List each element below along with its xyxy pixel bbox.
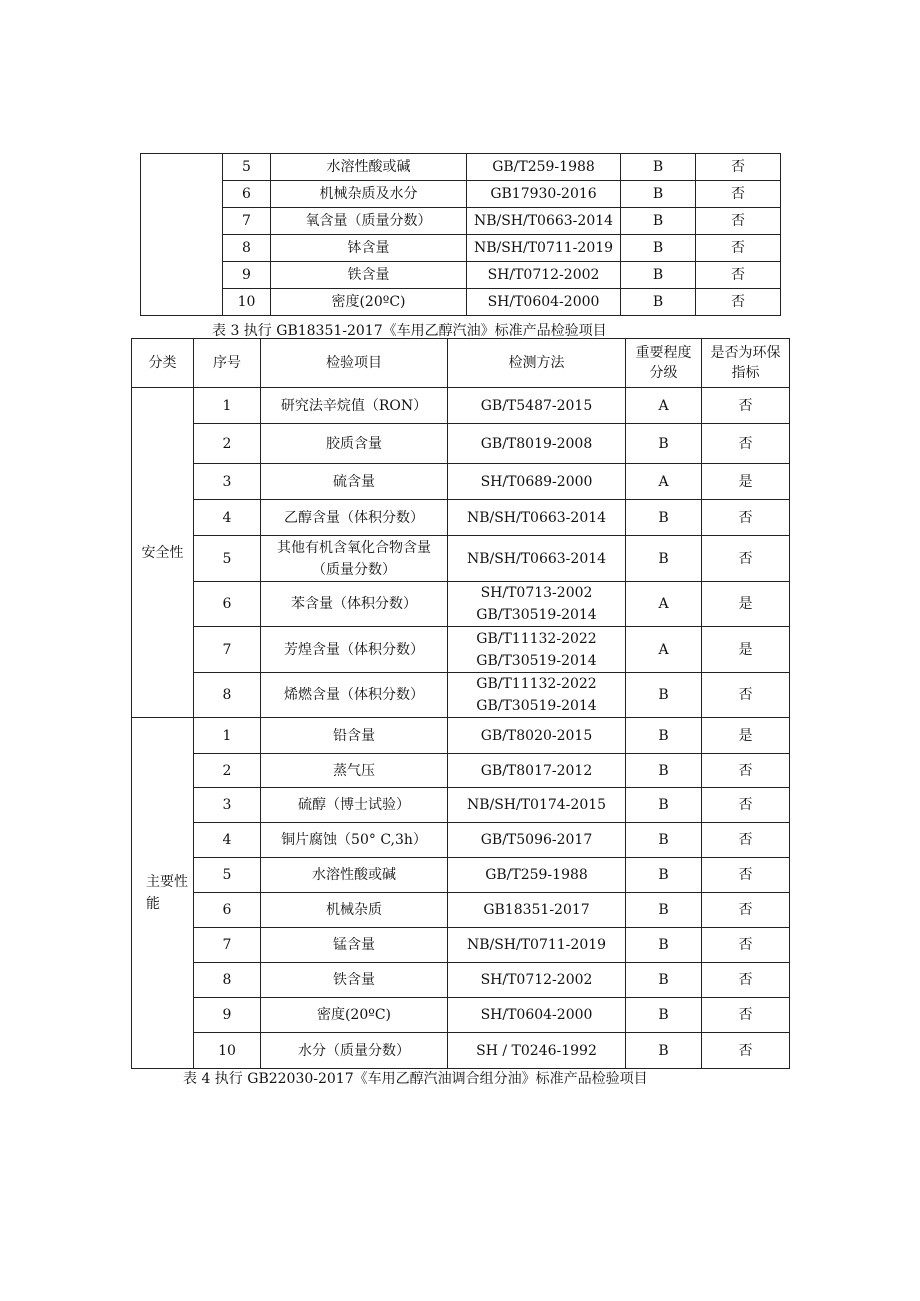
table-row: 8 烯燃含量（体积分数） GB/T11132-2022 GB/T30519-2014 B 否 [132,673,790,718]
table4-caption: 表 4 执行 GB22030-2017《车用乙醇汽油调合组分油》标准产品检验项目 [183,1071,648,1087]
table-row: 8 铁含量 SH/T0712-2002 B 否 [132,963,790,998]
table-row: 安全性 1 研究法辛烷值（RON） GB/T5487-2015 A 否 [132,388,790,424]
table-row: 6 机械杂质 GB18351-2017 B 否 [132,893,790,928]
table-row: 8 钵含量 NB/SH/T0711-2019 B 否 [141,235,781,262]
table-row: 7 锰含量 NB/SH/T0711-2019 B 否 [132,928,790,963]
table-row: 9 铁含量 SH/T0712-2002 B 否 [141,262,781,289]
table-row: 10 密度(20ºC) SH/T0604-2000 B 否 [141,289,781,316]
table-row: 5 其他有机含氧化合物含量 （质量分数） NB/SH/T0663-2014 B 否 [132,536,790,582]
header-level: 重要程度 分级 [626,339,702,388]
category-cell [141,154,223,316]
table-row: 主要性 能 1 铅含量 GB/T8020-2015 B 是 [132,718,790,754]
header-row [132,339,790,388]
table-row: 10 水分（质量分数） SH / T0246-1992 B 否 [132,1033,790,1069]
table-row: 6 苯含量（体积分数） SH/T0713-2002 GB/T30519-2014 A 是 [132,582,790,627]
header-method: 检测方法 [448,339,626,388]
header-category: 分类 [132,339,194,388]
inspection-table [131,338,790,1069]
table-row: 3 硫醇（博士试验） NB/SH/T0174-2015 B 否 [132,788,790,823]
table-row: 4 乙醇含量（体积分数） NB/SH/T0663-2014 B 否 [132,500,790,536]
continued-table [140,153,781,316]
table-row: 6 机械杂质及水分 GB17930-2016 B 否 [141,181,781,208]
table-row: 9 密度(20ºC) SH/T0604-2000 B 否 [132,998,790,1033]
category-performance: 主要性 能 [132,718,194,1069]
table-row: 5 水溶性酸或碱 GB/T259-1988 B 否 [132,858,790,893]
table-row: 2 胶质含量 GB/T8019-2008 B 否 [132,424,790,464]
table-row: 2 蒸气压 GB/T8017-2012 B 否 [132,754,790,788]
header-no: 序号 [194,339,261,388]
header-item: 检验项目 [261,339,448,388]
table-row: 7 氧含量（质量分数） NB/SH/T0663-2014 B 否 [141,208,781,235]
category-safety: 安全性 [132,388,194,718]
table-row: 7 芳煌含量（体积分数） GB/T11132-2022 GB/T30519-2014 A 是 [132,627,790,673]
table-row: 5 水溶性酸或碱 GB/T259-1988 B 否 [141,154,781,181]
table3-caption: 表 3 执行 GB18351-2017《车用乙醇汽油》标准产品检验项目 [212,323,607,339]
table-row: 3 硫含量 SH/T0689-2000 A 是 [132,464,790,500]
table-row: 4 铜片腐蚀（50° C,3h） GB/T5096-2017 B 否 [132,823,790,858]
header-env: 是否为环保 指标 [702,339,790,388]
